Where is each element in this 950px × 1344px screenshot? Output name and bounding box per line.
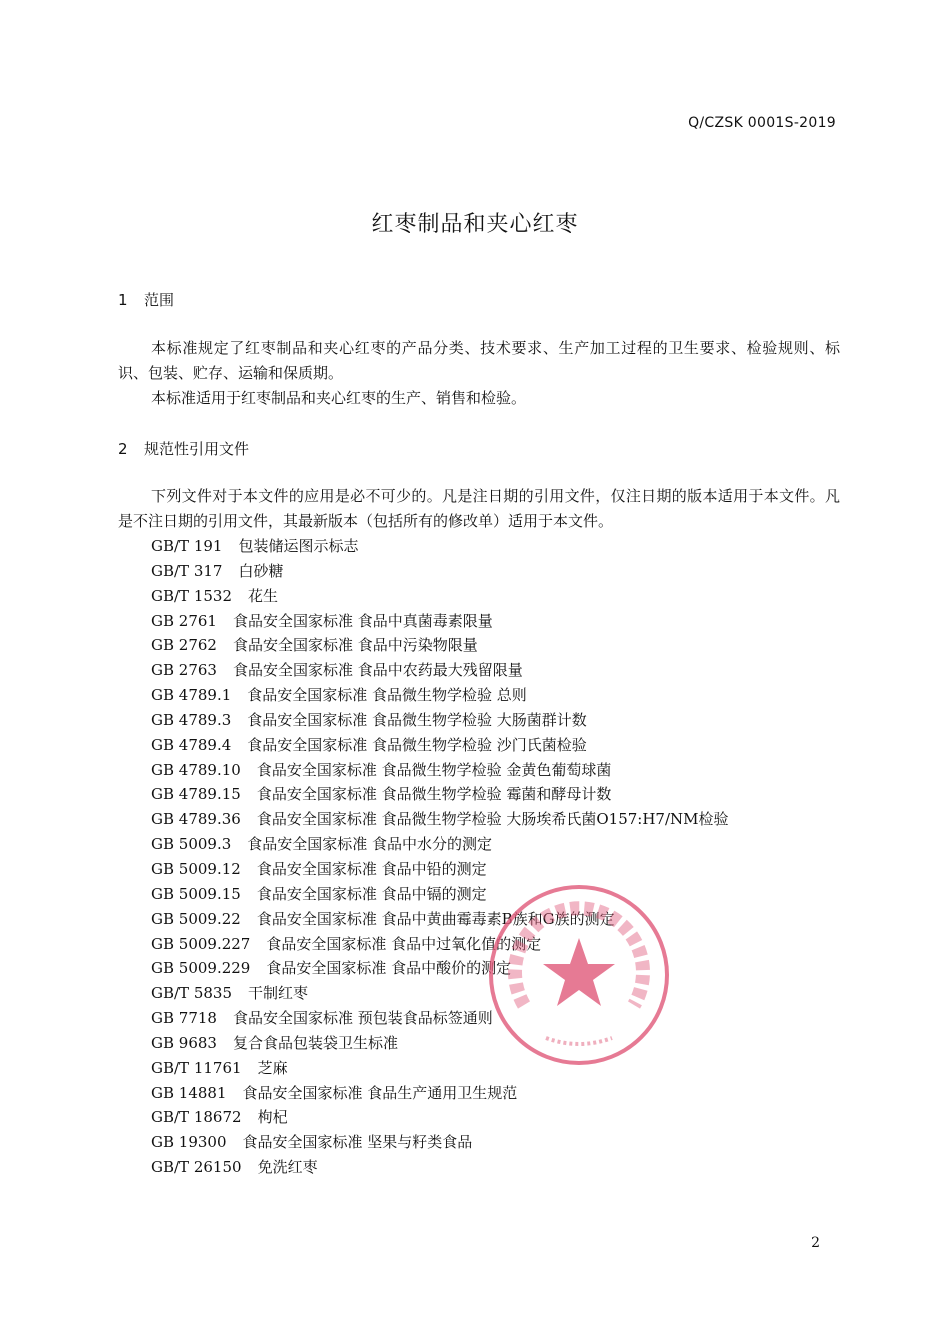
reference-item (151, 857, 729, 882)
section-1-heading (118, 289, 174, 310)
reference-title: 食品安全国家标准 食品中镉的测定 (256, 884, 487, 903)
company-seal (484, 880, 674, 1070)
reference-code: GB 4789.10 (151, 760, 241, 779)
reference-code: GB/T 317 (151, 561, 223, 580)
reference-item (151, 758, 729, 783)
reference-title: 免洗红枣 (257, 1158, 318, 1177)
reference-title: 干制红枣 (248, 984, 309, 1003)
reference-code: GB 9683 (151, 1033, 217, 1052)
reference-code: GB 5009.227 (151, 934, 251, 953)
reference-item (151, 708, 729, 733)
reference-code: GB/T 191 (151, 537, 223, 555)
reference-code: GB 5009.22 (151, 909, 241, 928)
section-1-paragraph-2: 本标准适用于红枣制品和夹心红枣的生产、销售和检验。 (151, 389, 527, 407)
reference-item (151, 1130, 729, 1155)
reference-code: GB 14881 (151, 1083, 227, 1102)
reference-code: GB 2763 (151, 661, 217, 680)
reference-item (151, 1105, 729, 1130)
page-number: 2 (811, 1235, 820, 1251)
reference-title: 芝麻 (257, 1058, 288, 1077)
reference-item (151, 559, 729, 584)
reference-title: 食品安全国家标准 坚果与籽类食品 (242, 1133, 473, 1152)
reference-code: GB 7718 (151, 1009, 217, 1028)
reference-title: 枸杞 (257, 1108, 288, 1127)
reference-title: 食品安全国家标准 食品生产通用卫生规范 (242, 1083, 518, 1102)
reference-item (151, 782, 729, 807)
reference-item (151, 534, 729, 559)
reference-code: GB/T 26150 (151, 1158, 242, 1177)
reference-title: 食品安全国家标准 食品中过氧化值的测定 (266, 934, 542, 953)
reference-title: 食品安全国家标准 食品中农药最大残留限量 (232, 661, 523, 680)
reference-item (151, 584, 729, 609)
section-title: 规范性引用文件 (144, 440, 250, 458)
reference-item (151, 658, 729, 683)
seal-star-icon (543, 938, 615, 1006)
reference-title: 食品安全国家标准 食品中铅的测定 (256, 859, 487, 878)
reference-code: GB 4789.4 (151, 735, 232, 754)
reference-title: 食品安全国家标准 食品中水分的测定 (247, 835, 493, 854)
reference-list (151, 534, 729, 1180)
reference-code: GB 4789.36 (151, 810, 241, 829)
reference-code: GB 19300 (151, 1133, 227, 1152)
reference-code: GB 4789.15 (151, 785, 241, 804)
section-number: 1 (118, 291, 128, 309)
reference-title: 食品安全国家标准 食品微生物学检验 霉菌和酵母计数 (256, 785, 612, 804)
reference-code: GB 5009.12 (151, 859, 241, 878)
reference-title: 食品安全国家标准 预包装食品标签通则 (232, 1009, 493, 1028)
reference-item (151, 1081, 729, 1106)
reference-code: GB/T 18672 (151, 1108, 242, 1127)
reference-code: GB/T 1532 (151, 586, 233, 605)
section-number: 2 (118, 440, 128, 458)
reference-title: 复合食品包装袋卫生标准 (232, 1033, 398, 1052)
reference-title: 食品安全国家标准 食品中真菌毒素限量 (232, 611, 493, 630)
reference-item (151, 807, 729, 832)
reference-code: GB 4789.1 (151, 686, 232, 705)
reference-item (151, 609, 729, 634)
reference-code: GB 5009.3 (151, 835, 232, 854)
section-1-paragraph-1: 本标准规定了红枣制品和夹心红枣的产品分类、技术要求、生产加工过程的卫生要求、检验规则、标识、包装、贮存、运输和保质期。 (118, 339, 840, 382)
reference-title: 食品安全国家标准 食品微生物学检验 金黄色葡萄球菌 (256, 760, 612, 779)
reference-item (151, 683, 729, 708)
reference-code: GB 5009.229 (151, 959, 251, 978)
seal-serial-number (546, 1038, 612, 1044)
reference-title: 食品安全国家标准 食品微生物学检验 总则 (247, 686, 527, 705)
reference-item (151, 733, 729, 758)
reference-code: GB 5009.15 (151, 884, 241, 903)
reference-code: GB/T 11761 (151, 1058, 242, 1077)
reference-title: 食品安全国家标准 食品微生物学检验 大肠菌群计数 (247, 710, 587, 729)
reference-code: GB 2761 (151, 611, 217, 630)
reference-title: 白砂糖 (238, 561, 284, 580)
reference-code: GB 4789.3 (151, 710, 232, 729)
standard-code: Q/CZSK 0001S-2019 (688, 115, 836, 131)
section-2-heading (118, 438, 249, 459)
reference-title: 花生 (248, 586, 279, 605)
reference-item (151, 1155, 729, 1180)
reference-title: 食品安全国家标准 食品中污染物限量 (232, 636, 478, 655)
reference-code: GB/T 5835 (151, 984, 233, 1003)
document-title: 红枣制品和夹心红枣 (371, 212, 579, 237)
section-title: 范围 (144, 291, 175, 309)
reference-title: 食品安全国家标准 食品中酸价的测定 (266, 959, 512, 978)
reference-title: 食品安全国家标准 食品微生物学检验 大肠埃希氏菌O157:H7/NM检验 (256, 810, 729, 829)
reference-title: 包装储运图示标志 (238, 537, 359, 555)
reference-item (151, 633, 729, 658)
reference-title: 食品安全国家标准 食品微生物学检验 沙门氏菌检验 (247, 735, 587, 754)
reference-code: GB 2762 (151, 636, 217, 655)
section-2-paragraph-1: 下列文件对于本文件的应用是必不可少的。凡是注日期的引用文件，仅注日期的版本适用于本文件。凡是不注日期的引用文件，其最新版本（包括所有的修改单）适用于本文件。 (118, 487, 840, 530)
reference-item (151, 832, 729, 857)
reference-title: 食品安全国家标准 食品中黄曲霉毒素B族和G族的测定 (256, 909, 615, 928)
